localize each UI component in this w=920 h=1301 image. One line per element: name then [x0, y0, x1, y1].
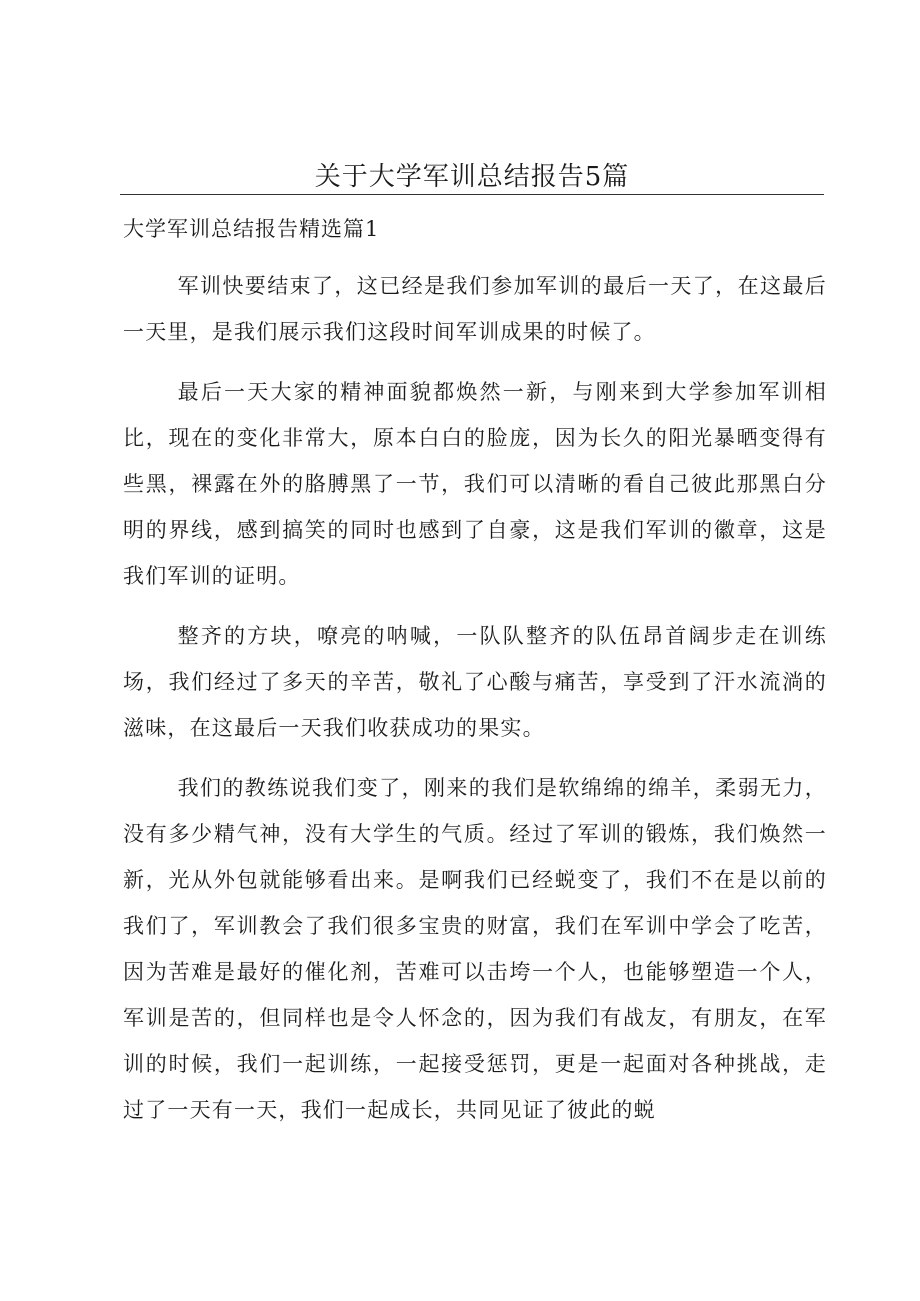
- paragraph-3: 整齐的方块，嘹亮的呐喊，一队队整齐的队伍昂首阔步走在训练场，我们经过了多天的辛苦，敬礼了心酸与痛苦，享受到了汗水流淌的滋味，在这最后一天我们收获成功的果实。: [123, 624, 827, 740]
- paragraph-2: 最后一天大家的精神面貌都焕然一新，与刚来到大学参加军训相比，现在的变化非常大，原本白白的脸庞，因为长久的阳光暴晒变得有些黑，裸露在外的胳膊黑了一节，我们可以清晰的看自己彼此那黑白分明的界线，感到搞笑的同时也感到了自豪，这是我们军训的徽章，这是我们军训的证明。: [123, 380, 827, 588]
- paragraph-1: 军训快要结束了，这已经是我们参加军训的最后一天了，在这最后一天里，是我们展示我们这段时间军训成果的时候了。: [123, 274, 827, 344]
- section-heading: 大学军训总结报告精选篇1: [123, 217, 380, 241]
- document-title: 关于大学军训总结报告5篇: [314, 162, 630, 192]
- title-underline: [120, 194, 824, 195]
- document-body: [123, 215, 827, 1147]
- paragraph-4: 我们的教练说我们变了，刚来的我们是软绵绵的绵羊，柔弱无力，没有多少精气神，没有大学生的气质。经过了军训的锻炼，我们焕然一新，光从外包就能够看出来。是啊我们已经蜕变了，我们不在是以前的我们了，军训教会了我们很多宝贵的财富，我们在军训中学会了吃苦，因为苦难是最好的催化剂，苦难可以击垮一个人，也能够塑造一个人，军训是苦的，但同样也是令人怀念的，因为我们有战友，有朋友，在军训的时候，我们一起训练，一起接受惩罚，更是一起面对各种挑战，走过了一天有一天，我们一起成长，共同见证了彼此的蜕: [123, 776, 827, 1122]
